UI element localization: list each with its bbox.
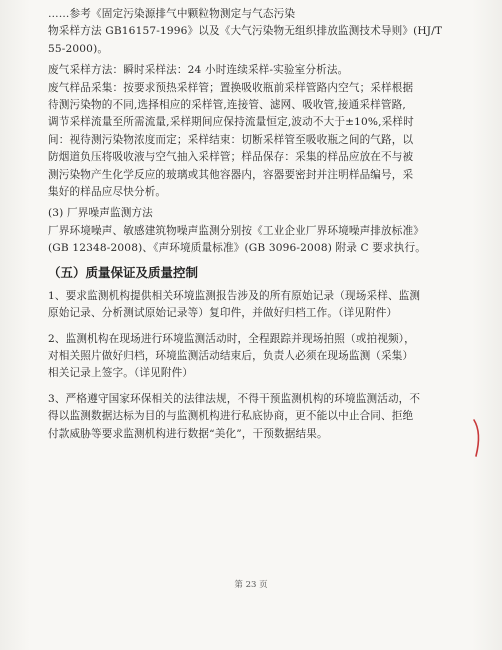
section-heading: （五）质量保证及质量控制 [48,264,199,280]
text-line: 废气采样方法：瞬时采样法：24 小时连续采样-实验室分析法。 [48,64,349,77]
text-line: 相关记录上签字。（详见附件） [48,367,194,380]
text-line: 2、监测机构在现场进行环境监测活动时，全程跟踪并现场拍照（或拍视频）， [48,332,415,345]
text-line: 集好的样品应尽快分析。 [48,186,167,199]
text-line: 防烟道负压将吸收液与空气抽入采样管；样品保存：采集的样品应放在不与被 [48,151,414,164]
text-line: 废气样品采集：按要求预热采样管；置换吸收瓶前采样管路内空气；采样根据 [48,81,414,94]
red-pen-mark [470,418,484,458]
text-line: 1、要求监测机构提供相关环境监测报告涉及的所有原始记录（现场采样、监测 [48,289,421,302]
text-line: (GB 12348-2008)、《声环境质量标准》(GB 3096-2008) 附录 C 要求执行。 [48,242,427,255]
text-line: 测污染物产生化学反应的玻璃或其他容器内，容器要密封并注明样品编号，采 [48,168,414,181]
text-line: 原始记录、分析测试原始记录等）复印件，并做好归档工作。（详见附件） [48,307,398,320]
text-line: 55-2000)。 [48,42,109,55]
text-line: 待测污染物的不同,选择相应的采样管,连接管、滤网、吸收管,接通采样管路, [48,99,406,112]
text-line: 调节采样流量至所需流量,采样期间应保持流量恒定,波动不大于±10%,采样时 [48,116,414,129]
page-number: 第 23 页 [234,580,268,590]
subheading-noise-method: (3) 厂界噪声监测方法 [48,207,153,220]
text-line: 厂界环境噪声、敏感建筑物噪声监测分别按《工业企业厂界环境噪声排放标准》 [48,224,425,237]
text-line: 对相关照片做好归档，环境监测活动结束后，负责人必须在现场监测（采集） [48,349,414,362]
page-body [48,6,468,443]
text-line: 间：视待测污染物浓度而定；采样结束：切断采样管至吸收瓶之间的气路，以 [48,133,414,146]
text-line: ……参考《固定污染源排气中颗粒物测定与气态污染 [48,8,296,20]
text-line: 3、严格遵守国家环保相关的法律法规，不得干预监测机构的环境监测活动，不 [48,392,421,405]
text-line: 得以监测数据达标为目的与监测机构进行私底协商，更不能以中止合同、拒绝 [48,410,414,423]
text-line: 付款威胁等要求监测机构进行数据“美化”，干预数据结果。 [48,427,328,440]
text-line: 物采样方法 GB16157-1996》以及《大气污染物无组织排放监测技术导则》(HJ/T [48,25,443,38]
